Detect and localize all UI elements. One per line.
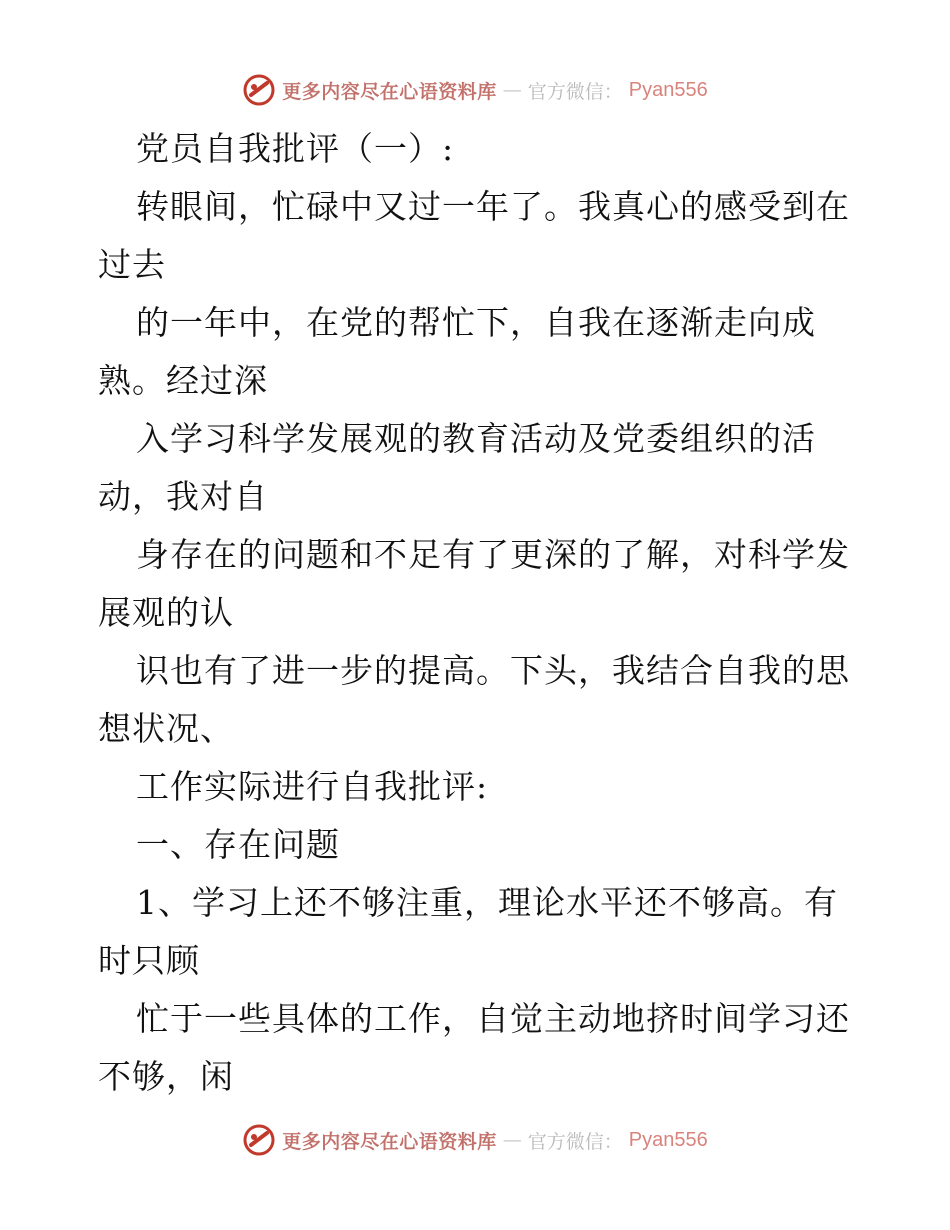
- brand-logo-icon: [242, 73, 276, 107]
- text-line: 入学习科学发展观的教育活动及党委组织的活: [136, 419, 816, 458]
- watermark-brand-text: 更多内容尽在心语资料库: [282, 80, 497, 103]
- watermark-wechat-label: 官方微信：: [527, 1130, 623, 1153]
- watermark-dash: —: [502, 79, 522, 101]
- text-line: 忙于一些具体的工作，自觉主动地挤时间学习还: [136, 999, 850, 1038]
- document-body: [98, 120, 858, 1106]
- text-line: 过去: [98, 245, 166, 284]
- watermark-header: [0, 70, 950, 110]
- watermark-dash: —: [502, 1129, 522, 1151]
- text-line: 的一年中，在党的帮忙下，自我在逐渐走向成: [136, 303, 816, 342]
- watermark-wechat-id: Pyan556: [628, 1128, 708, 1151]
- watermark-wechat-label: 官方微信：: [527, 80, 623, 103]
- watermark-footer: [0, 1120, 950, 1160]
- text-line: 动，我对自: [98, 477, 268, 516]
- text-line: 想状况、: [98, 709, 234, 748]
- text-line: 党员自我批评（一）:: [136, 129, 455, 168]
- text-line: 不够，闲: [98, 1057, 234, 1096]
- text-line: 1、学习上还不够注重，理论水平还不够高。有: [136, 883, 838, 922]
- text-line: 识也有了进一步的提高。下头，我结合自我的思: [136, 651, 850, 690]
- text-line: 熟。经过深: [98, 361, 268, 400]
- text-line: 展观的认: [98, 593, 234, 632]
- watermark-brand-text: 更多内容尽在心语资料库: [282, 1130, 497, 1153]
- brand-logo-icon: [242, 1123, 276, 1157]
- text-line: 时只顾: [98, 941, 200, 980]
- text-line: 转眼间，忙碌中又过一年了。我真心的感受到在: [136, 187, 850, 226]
- text-line: 一、存在问题: [136, 825, 340, 864]
- watermark-wechat-id: Pyan556: [628, 78, 708, 101]
- text-line: 身存在的问题和不足有了更深的了解，对科学发: [136, 535, 850, 574]
- text-line: 工作实际进行自我批评:: [136, 767, 489, 806]
